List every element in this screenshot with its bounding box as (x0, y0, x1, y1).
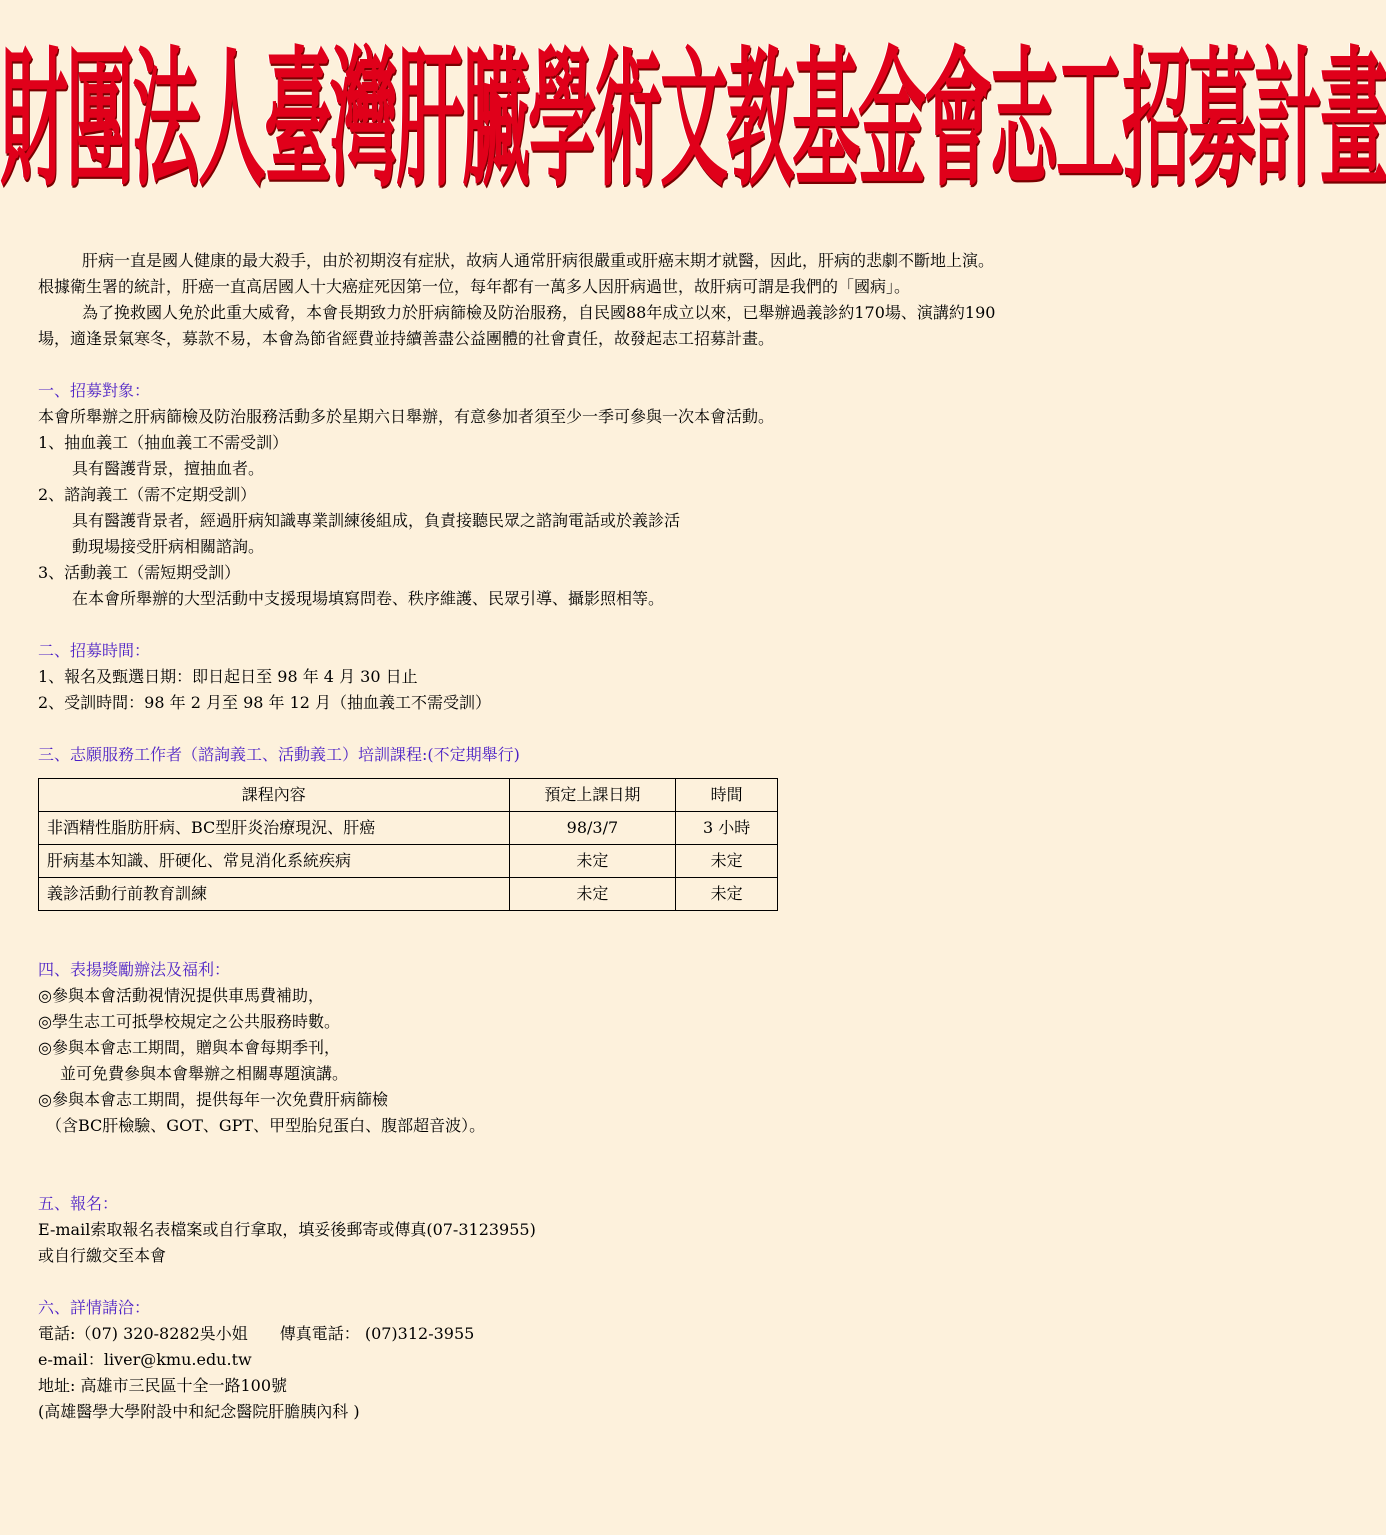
course-date: 98/3/7 (509, 812, 676, 845)
training-period: 2、受訓時間：98 年 2 月至 98 年 12 月（抽血義工不需受訓） (38, 693, 492, 712)
recruitment-description: 本會所舉辦之肝病篩檢及防治服務活動多於星期六日舉辦，有意參加者須至少一季可參與一次本會活動。 (38, 407, 775, 426)
course-name: 肝病基本知識、肝硬化、常見消化系統疾病 (39, 845, 510, 878)
volunteer-type-2-desc-b: 動現場接受肝病相關諮詢。 (72, 537, 265, 556)
registration-method-alt: 或自行繳交至本會 (38, 1246, 167, 1265)
page-title: 財團法人臺灣肝臟學術文教基金會志工招募計畫 (0, 35, 1386, 209)
course-name: 非酒精性脂肪肝病、BC型肝炎治療現況、肝癌 (39, 812, 510, 845)
table-row (39, 845, 778, 878)
benefit-line: ◎參與本會志工期間，贈與本會每期季刊， (38, 1038, 340, 1057)
registration-method: E-mail索取報名表檔案或自行拿取，填妥後郵寄或傳真(07-3123955) (38, 1220, 536, 1239)
course-table (38, 778, 778, 911)
contact-email[interactable]: e-mail：liver@kmu.edu.tw (38, 1350, 252, 1369)
column-header-date: 預定上課日期 (509, 779, 676, 812)
course-duration: 未定 (676, 845, 778, 878)
benefit-line: ◎學生志工可抵學校規定之公共服務時數。 (38, 1012, 340, 1031)
volunteer-type-1-desc: 具有醫護背景，擅抽血者。 (72, 459, 265, 478)
benefit-line: 並可免費參與本會舉辦之相關專題演講。 (60, 1064, 349, 1083)
course-duration: 3 小時 (676, 812, 778, 845)
registration-period: 1、報名及甄選日期：即日起日至 98 年 4 月 30 日止 (38, 667, 418, 686)
benefit-line: （含BC肝檢驗、GOT、GPT、甲型胎兒蛋白、腹部超音波）。 (46, 1116, 486, 1135)
volunteer-type-2-desc-a: 具有醫護背景者，經過肝病知識專業訓練後組成，負責接聽民眾之諮詢電話或於義診活 (72, 511, 681, 530)
section-heading-training-courses: 三、志願服務工作者（諮詢義工、活動義工）培訓課程:(不定期舉行) (38, 745, 520, 764)
intro-paragraph-2: 為了挽救國人免於此重大威脅，本會長期致力於肝病篩檢及防治服務，自民國88年成立以來，已舉辦過義診約170場、演講約190場，適逢景氣寒冬，募款不易，本會為節省經費並持續善盡公益團體的社會責任，故發起志工招募計畫。 (38, 303, 996, 348)
contact-address: 地址: 高雄市三民區十全一路100號 (38, 1376, 288, 1395)
contact-organization: (高雄醫學大學附設中和紀念醫院肝膽胰內科 ) (38, 1402, 360, 1421)
volunteer-type-2: 2、諮詢義工（需不定期受訓） (38, 485, 257, 504)
section-heading-recruitment-target: 一、招募對象： (38, 381, 151, 400)
intro-paragraph-1: 肝病一直是國人健康的最大殺手，由於初期沒有症狀，故病人通常肝病很嚴重或肝癌末期才就醫，因此，肝病的悲劇不斷地上演。根據衛生署的統計，肝癌一直高居國人十大癌症死因第一位，每年都有一萬多人因肝病過世，故肝病可謂是我們的「國病」。 (38, 251, 995, 296)
section-heading-rewards: 四、表揚獎勵辦法及福利： (38, 960, 231, 979)
section-heading-recruitment-time: 二、招募時間： (38, 641, 151, 660)
column-header-course: 課程內容 (39, 779, 510, 812)
column-header-duration: 時間 (676, 779, 778, 812)
benefit-line: ◎參與本會志工期間，提供每年一次免費肝病篩檢 (38, 1090, 388, 1109)
contact-phone: 電話:（07) 320-8282吳小姐 傳真電話： (07)312-3955 (38, 1324, 475, 1343)
course-date: 未定 (509, 845, 676, 878)
section-heading-registration: 五、報名： (38, 1194, 119, 1213)
section-heading-contact: 六、詳情請洽： (38, 1298, 151, 1317)
volunteer-type-1: 1、抽血義工（抽血義工不需受訓） (38, 433, 289, 452)
volunteer-type-3-desc: 在本會所舉辦的大型活動中支援現場填寫問卷、秩序維護、民眾引導、攝影照相等。 (72, 589, 665, 608)
table-header-row (39, 779, 778, 812)
course-duration: 未定 (676, 878, 778, 911)
volunteer-type-3: 3、活動義工（需短期受訓） (38, 563, 241, 582)
course-date: 未定 (509, 878, 676, 911)
table-row (39, 812, 778, 845)
table-row (39, 878, 778, 911)
document-body (38, 248, 998, 1425)
course-name: 義診活動行前教育訓練 (39, 878, 510, 911)
benefit-line: ◎參與本會活動視情況提供車馬費補助， (38, 986, 324, 1005)
